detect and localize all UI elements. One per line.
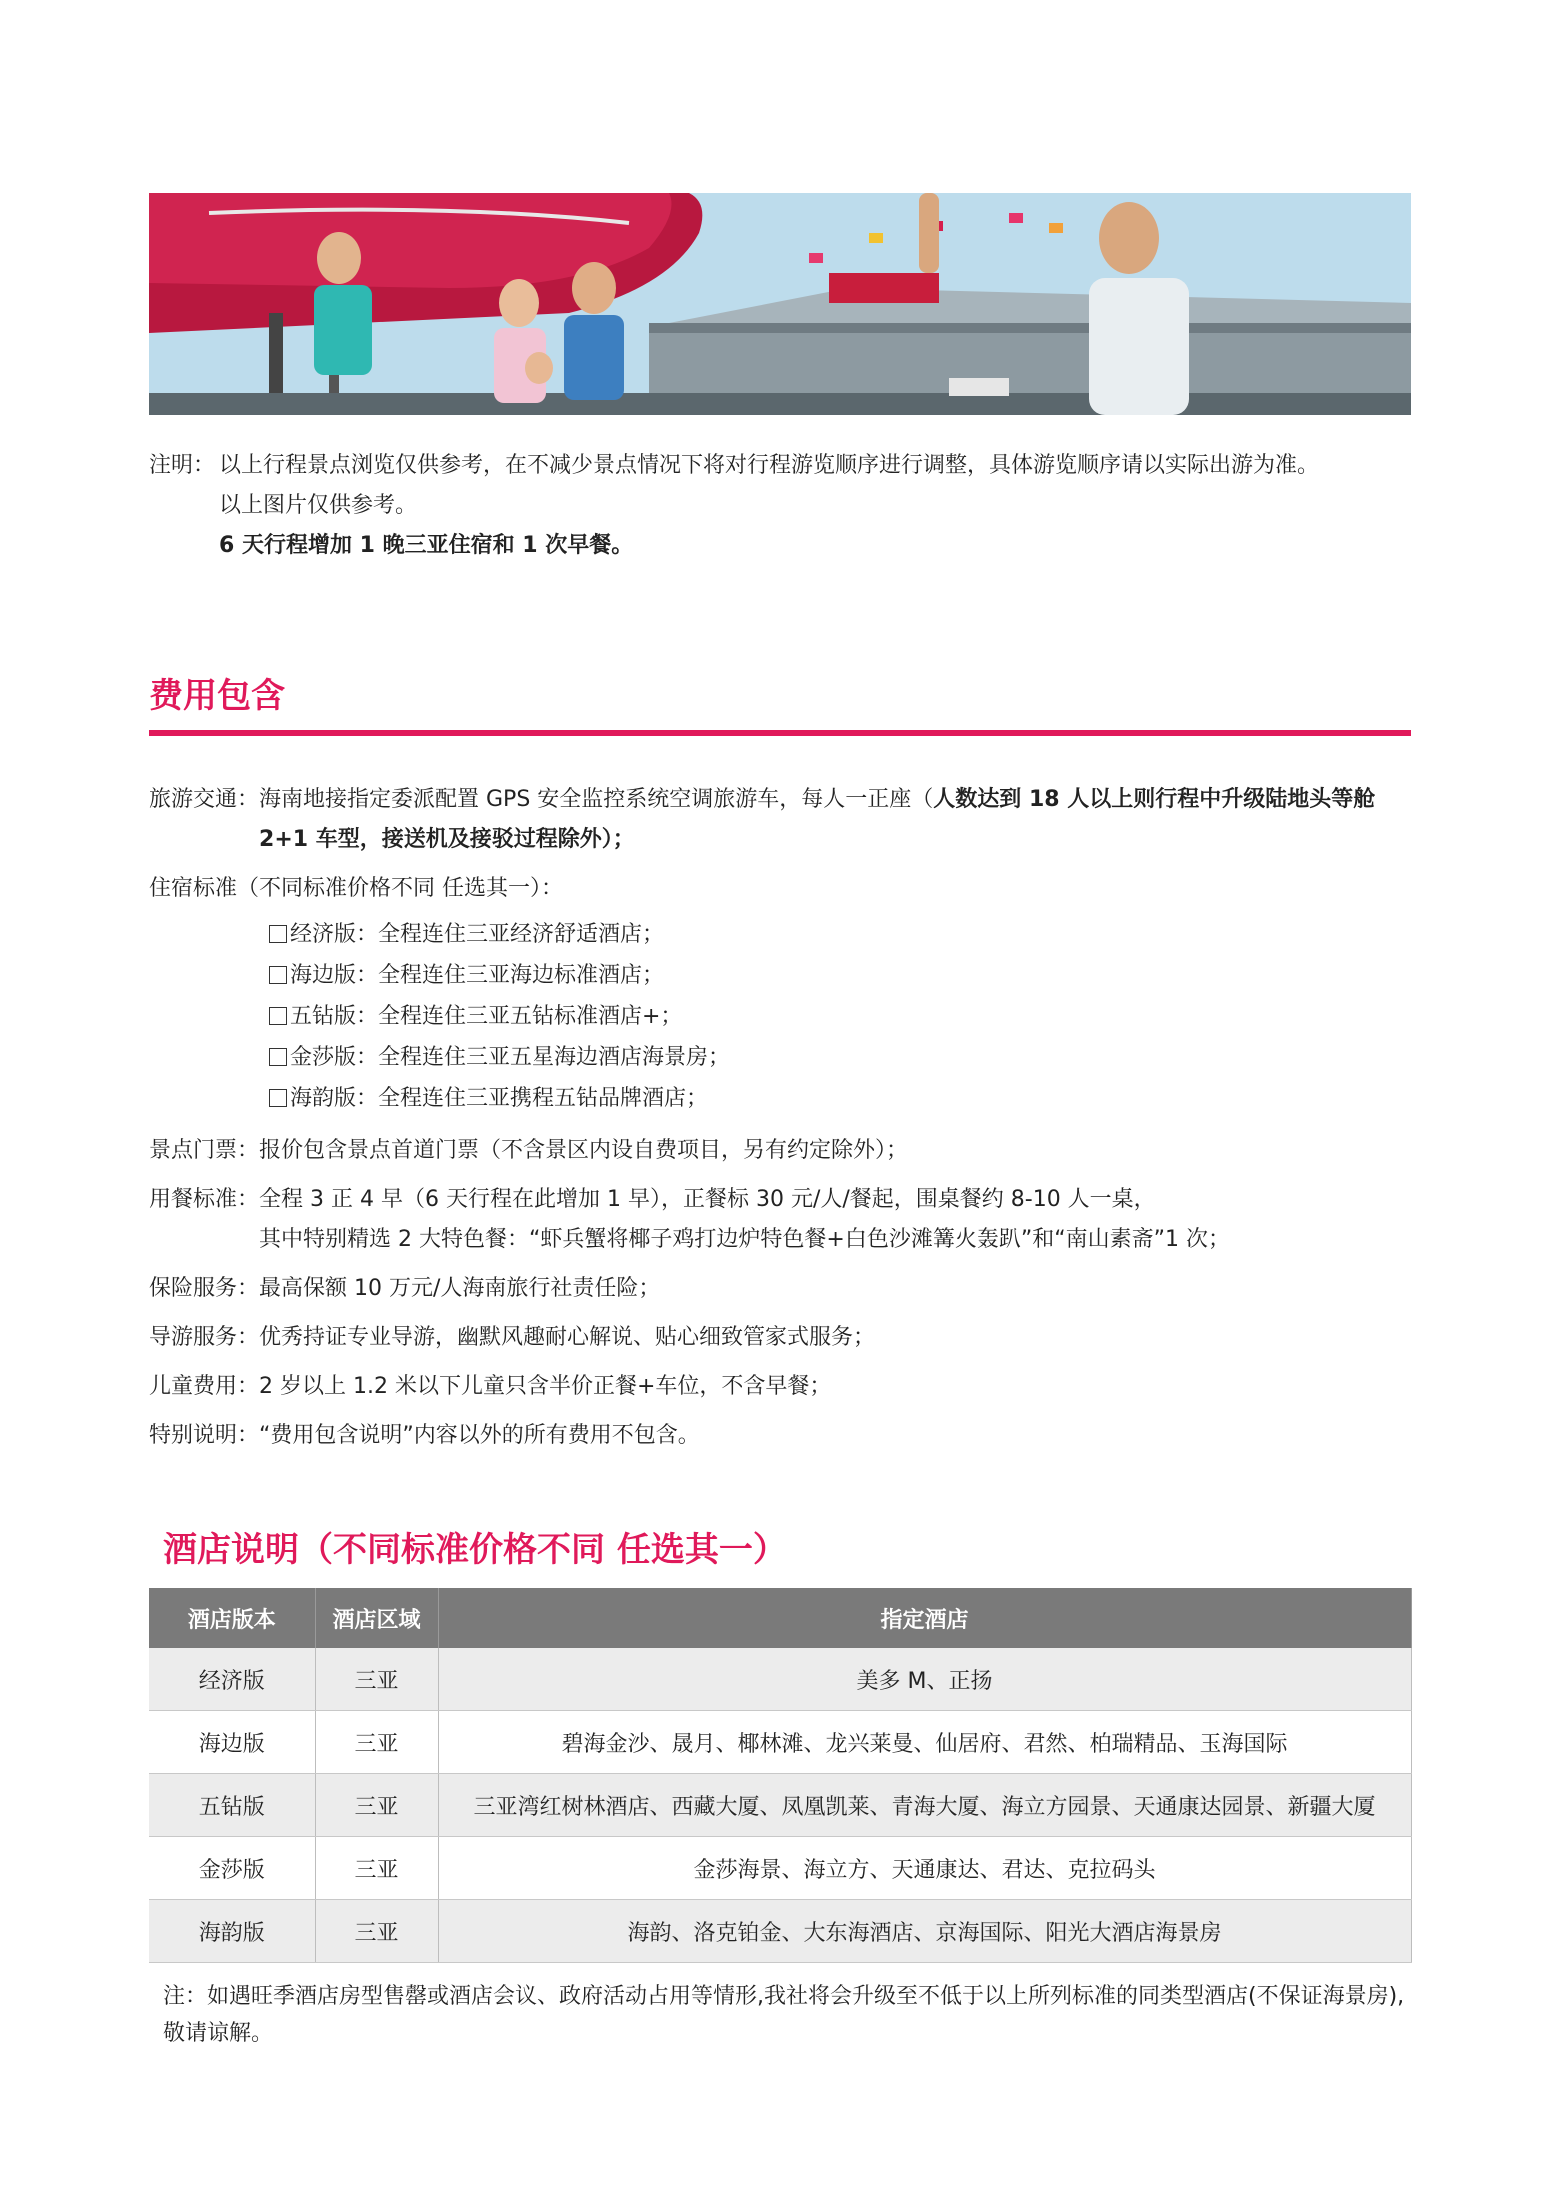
table-row xyxy=(149,1837,1411,1900)
hotels-table xyxy=(149,1588,1412,1963)
airport-welcome-illustration xyxy=(149,193,1411,415)
cell-area: 三亚 xyxy=(315,1837,438,1900)
table-row xyxy=(149,1648,1411,1711)
cell-version: 海韵版 xyxy=(149,1900,315,1963)
checkbox-icon xyxy=(269,925,287,943)
fee-children xyxy=(149,1367,1411,1407)
fee-transport-bold: 人数达到 18 人以上则行程中升级陆地头等舱 2+1 车型，接送机及接驳过程除外）； xyxy=(259,787,1376,852)
fee-children-label: 儿童费用： xyxy=(149,1374,260,1399)
fees-title: 费用包含 xyxy=(149,676,285,716)
notes-section xyxy=(149,446,1411,566)
cell-hotels: 海韵、洛克铂金、大东海酒店、京海国际、阳光大酒店海景房 xyxy=(438,1900,1411,1963)
fee-tickets xyxy=(149,1131,1411,1171)
cell-area: 三亚 xyxy=(315,1900,438,1963)
fee-guide-label: 导游服务： xyxy=(149,1325,260,1350)
notes-label: 注明： xyxy=(149,453,216,478)
cell-version: 金莎版 xyxy=(149,1837,315,1900)
fee-special-label: 特别说明： xyxy=(149,1423,260,1448)
fee-lodging xyxy=(149,869,1411,909)
fee-special-text: “费用包含说明”内容以外的所有费用不包含。 xyxy=(259,1423,700,1448)
fee-meals xyxy=(149,1180,1411,1260)
fees-section xyxy=(149,780,1411,1465)
header-hotels: 指定酒店 xyxy=(438,1588,1411,1648)
cell-version: 经济版 xyxy=(149,1648,315,1711)
table-row xyxy=(149,1711,1411,1774)
checkbox-icon xyxy=(269,1007,287,1025)
fee-meals-label: 用餐标准： xyxy=(149,1187,260,1212)
notes-line-2: 以上图片仅供参考。 xyxy=(219,493,418,518)
notes-line-3: 6 天行程增加 1 晚三亚住宿和 1 次早餐。 xyxy=(219,533,634,558)
cell-version: 五钻版 xyxy=(149,1774,315,1837)
fee-transport-text: 海南地接指定委派配置 GPS 安全监控系统空调旅游车，每人一正座（ xyxy=(259,787,934,812)
fee-insurance-text: 最高保额 10 万元/人海南旅行社责任险； xyxy=(259,1276,661,1301)
fee-special xyxy=(149,1416,1411,1456)
lodging-option: 五钻版：全程连住三亚五钻标准酒店+； xyxy=(149,996,1411,1037)
cell-hotels: 三亚湾红树林酒店、西藏大厦、凤凰凯莱、青海大厦、海立方园景、天通康达园景、新疆大厦 xyxy=(438,1774,1411,1837)
lodging-option: 海韵版：全程连住三亚携程五钻品牌酒店； xyxy=(149,1078,1411,1119)
fee-insurance xyxy=(149,1269,1411,1309)
fee-guide xyxy=(149,1318,1411,1358)
cell-hotels: 碧海金沙、晟月、椰林滩、龙兴莱曼、仙居府、君然、柏瑞精品、玉海国际 xyxy=(438,1711,1411,1774)
header-version: 酒店版本 xyxy=(149,1588,315,1648)
header-area: 酒店区域 xyxy=(315,1588,438,1648)
lodging-option: 经济版：全程连住三亚经济舒适酒店； xyxy=(149,914,1411,955)
fee-tickets-text: 报价包含景点首道门票（不含景区内设自费项目，另有约定除外）； xyxy=(259,1138,909,1163)
fee-meals-line-1: 全程 3 正 4 早（6 天行程在此增加 1 早），正餐标 30 元/人/餐起，围桌餐约 8-10 人一桌， xyxy=(259,1187,1156,1212)
notes-line-1: 以上行程景点浏览仅供参考，在不减少景点情况下将对行程游览顺序进行调整，具体游览顺序请以实际出游为准。 xyxy=(219,453,1320,478)
lodging-options xyxy=(149,914,1411,1119)
checkbox-icon xyxy=(269,1048,287,1066)
hotels-title: 酒店说明（不同标准价格不同 任选其一） xyxy=(163,1530,787,1570)
cell-area: 三亚 xyxy=(315,1774,438,1837)
fee-tickets-label: 景点门票： xyxy=(149,1138,260,1163)
checkbox-icon xyxy=(269,966,287,984)
fee-lodging-label: 住宿标准（不同标准价格不同 任选其一）： xyxy=(149,876,563,901)
lodging-option: 金莎版：全程连住三亚五星海边酒店海景房； xyxy=(149,1037,1411,1078)
fee-insurance-label: 保险服务： xyxy=(149,1276,260,1301)
table-row xyxy=(149,1900,1411,1963)
fee-children-text: 2 岁以上 1.2 米以下儿童只含半价正餐+车位，不含早餐； xyxy=(259,1374,832,1399)
cell-area: 三亚 xyxy=(315,1648,438,1711)
fee-guide-text: 优秀持证专业导游，幽默风趣耐心解说、贴心细致管家式服务； xyxy=(259,1325,876,1350)
checkbox-icon xyxy=(269,1089,287,1107)
cell-area: 三亚 xyxy=(315,1711,438,1774)
banner-photo xyxy=(149,193,1411,415)
table-header-row xyxy=(149,1588,1411,1648)
fees-divider xyxy=(149,730,1411,736)
cell-hotels: 美多 M、正扬 xyxy=(438,1648,1411,1711)
fee-transport-label: 旅游交通： xyxy=(149,787,260,812)
fee-transport xyxy=(149,780,1411,860)
fee-meals-line-2: 其中特别精选 2 大特色餐：“虾兵蟹将椰子鸡打边炉特色餐+白色沙滩篝火轰趴”和“南山素斋”1 次； xyxy=(259,1227,1231,1252)
table-row xyxy=(149,1774,1411,1837)
lodging-option: 海边版：全程连住三亚海边标准酒店； xyxy=(149,955,1411,996)
cell-version: 海边版 xyxy=(149,1711,315,1774)
hotels-footnote: 注：如遇旺季酒店房型售罄或酒店会议、政府活动占用等情形,我社将会升级至不低于以上所列标准的同类型酒店(不保证海景房),敬请谅解。 xyxy=(163,1984,1405,2046)
cell-hotels: 金莎海景、海立方、天通康达、君达、克拉码头 xyxy=(438,1837,1411,1900)
